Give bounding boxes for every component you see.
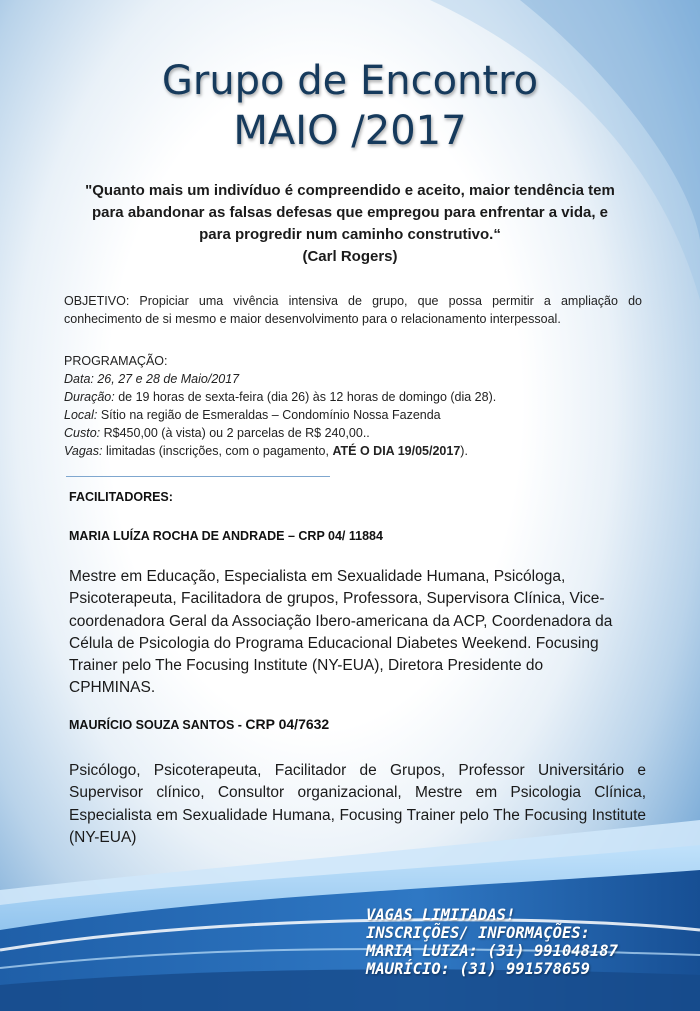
programacao-data: Data: 26, 27 e 28 de Maio/2017 (64, 372, 240, 386)
duracao-text: de 19 horas de sexta-feira (dia 26) às 12 horas de domingo (dia 28). (118, 390, 497, 404)
facilitator-1-bio-line: Psicoterapeuta, Facilitadora de grupos, Professora, Supervisora Clínica, Vice- (69, 590, 605, 608)
objetivo-paragraph (64, 292, 642, 328)
quote-author: (Carl Rogers) (302, 248, 398, 265)
custo-label: Custo: (64, 426, 101, 440)
facilitator-2-name: MAURÍCIO SOUZA SANTOS - (69, 718, 242, 732)
custo-text: R$450,00 (à vista) ou 2 parcelas de R$ 240,00.. (103, 426, 370, 440)
facilitadores-heading: FACILITADORES: (69, 490, 173, 504)
facilitator-1-bio-line: coordenadora Geral da Associação Ibero-americana da ACP, Coordenadora da (69, 612, 613, 630)
vagas-limitadas: VAGAS LIMITADAS! (366, 906, 516, 924)
contact-block (366, 906, 618, 978)
vagas-label: Vagas: (64, 444, 103, 458)
inscricoes-heading: INSCRIÇÕES/ INFORMAÇÕES: (366, 924, 590, 942)
title-line-2: MAIO /2017 (233, 108, 467, 154)
facilitator-1-bio-line: CPHMINAS. (69, 679, 156, 697)
objetivo-text: Propiciar uma vivência intensiva de grupo, que possa permitir a ampliação do conhecimento de si mesmo e maior desenvolvimento para o relacionamento interpessoal. (64, 294, 642, 326)
facilitator-1-bio-line: Célula de Psicologia do Programa Educacional Diabetes Weekend. Focusing (69, 634, 599, 652)
vagas-text: limitadas (inscrições, com o pagamento, (105, 444, 329, 458)
local-text: Sítio na região de Esmeraldas – Condomínio Nossa Fazenda (100, 408, 441, 422)
facilitator-1-name: MARIA LUÍZA ROCHA DE ANDRADE – CRP 04/ 11884 (69, 529, 383, 543)
divider (66, 476, 330, 477)
quote-line-2: para abandonar as falsas defesas que empregou para enfrentar a vida, e (91, 204, 609, 221)
vagas-end: ). (460, 444, 468, 458)
facilitator-1-bio-line: Trainer pelo The Focusing Institute (NY-EUA), Diretora Presidente do (69, 657, 544, 675)
quote (60, 180, 640, 268)
programacao-heading: PROGRAMAÇÃO: (64, 354, 168, 368)
vagas-deadline: ATÉ O DIA 19/05/2017 (332, 444, 461, 458)
local-label: Local: (64, 408, 98, 422)
title-line-1: Grupo de Encontro (161, 58, 539, 104)
contact-mauricio: MAURÍCIO: (31) 991578659 (366, 960, 590, 978)
facilitator-1-bio-line: Mestre em Educação, Especialista em Sexualidade Humana, Psicóloga, (69, 568, 566, 585)
facilitator-1-bio (69, 566, 644, 700)
quote-line-3: para progredir num caminho construtivo.“ (199, 226, 501, 243)
facilitator-2-name-row (69, 716, 329, 732)
facilitator-2-crp: CRP 04/7632 (245, 716, 330, 732)
programacao (64, 352, 664, 460)
objetivo-label: OBJETIVO: (64, 294, 130, 308)
contact-maria-luiza: MARIA LUIZA: (31) 991048187 (366, 942, 618, 960)
duracao-label: Duração: (64, 390, 115, 404)
quote-line-1: "Quanto mais um indivíduo é compreendido e aceito, maior tendência tem (85, 182, 615, 199)
facilitator-2-bio: Psicólogo, Psicoterapeuta, Facilitador de Grupos, Professor Universitário e Supervisor clínico, Consultor organizacional, Mestre em Psicologia Clínica, Especialista em Sexualidade Humana, Focusing Trainer pelo The Focusing Institute (NY-EUA) (69, 762, 646, 846)
